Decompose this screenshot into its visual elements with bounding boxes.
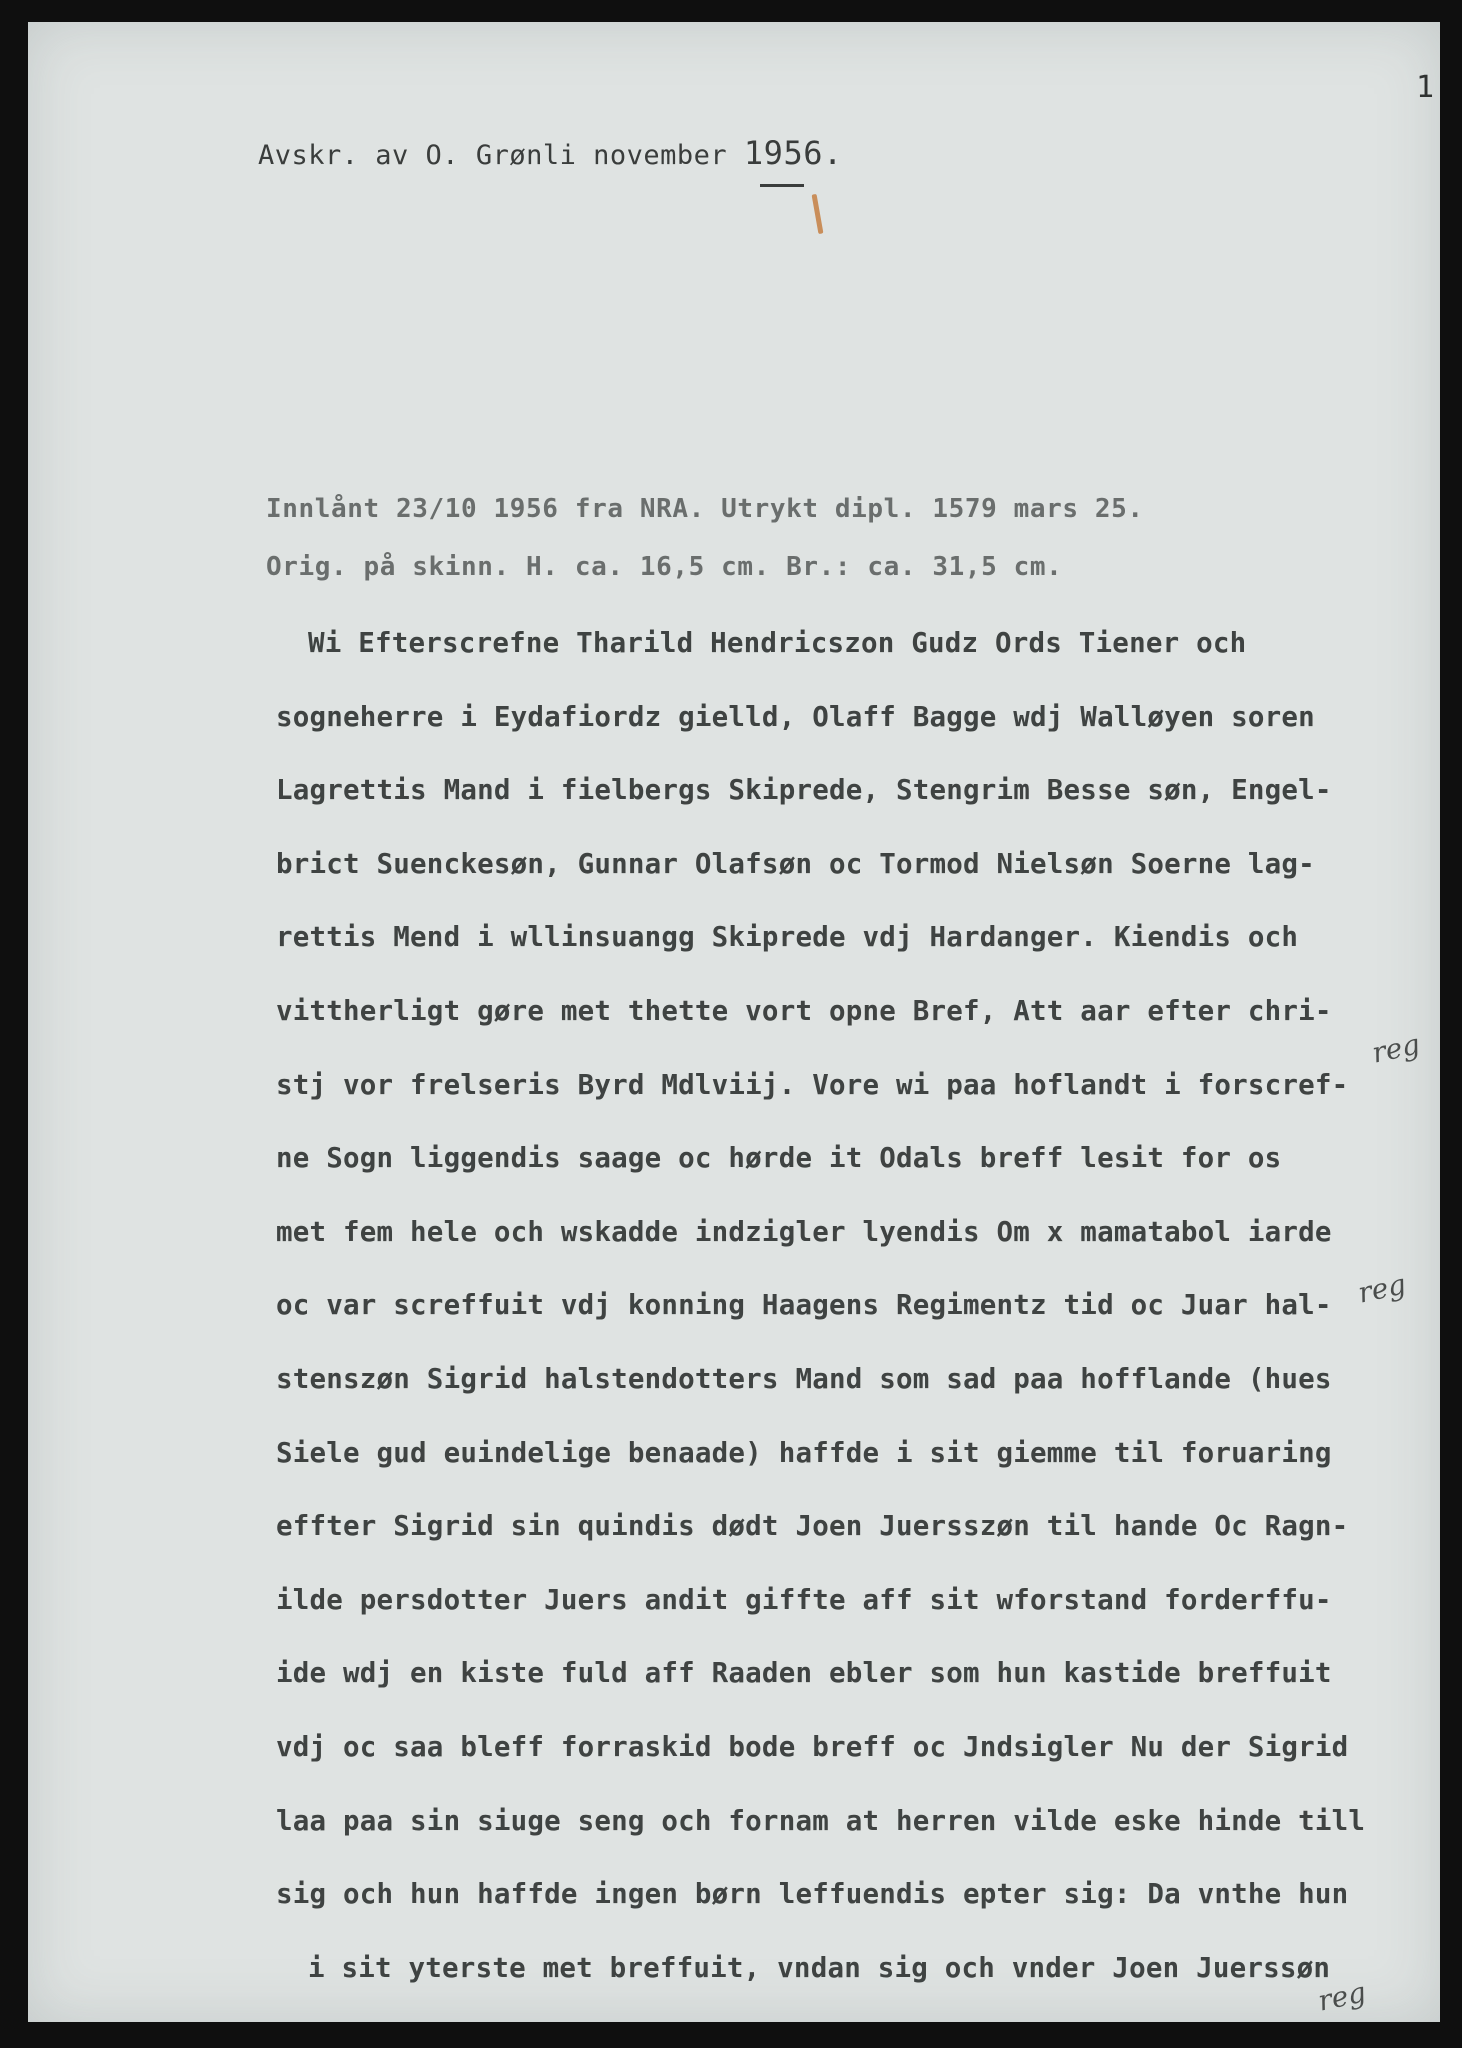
transcriber-note: [258, 134, 843, 172]
body-line: ide wdj en kiste fuld aff Raaden ebler som hun kastide breffuit: [276, 1657, 1332, 1690]
body-line: stenszøn Sigrid halstendotters Mand som sad paa hofflande (hues: [276, 1362, 1332, 1395]
body-line: rettis Mend i wllinsuangg Skiprede vdj Hardanger. Kiendis och: [276, 921, 1299, 954]
body-line: ilde persdotter Juers andit giffte aff sit wforstand forderffu-: [276, 1583, 1332, 1616]
margin-note-reg: reg: [1355, 1267, 1409, 1310]
paper-stain-mark: [812, 194, 824, 234]
document-page: [28, 22, 1440, 2022]
transcriber-note-text: Avskr. av O. Grønli november: [258, 140, 744, 171]
body-line: Wi Efterscrefne Tharild Hendricszon Gudz Ords Tiener och: [308, 627, 1247, 659]
body-line: laa paa sin siuge seng och fornam at herren vilde eske hinde till: [276, 1804, 1366, 1837]
body-line: stj vor frelseris Byrd Mdlviij. Vore wi paa hoflandt i forscref-: [276, 1068, 1349, 1101]
transcriber-note-year: 1956.: [743, 134, 843, 172]
body-line: vdj oc saa bleff forraskid bode breff oc Jndsigler Nu der Sigrid: [276, 1730, 1349, 1763]
page-number: 1: [1416, 70, 1435, 105]
body-line: effter Sigrid sin quindis dødt Joen Juersszøn til hande Oc Ragn-: [276, 1510, 1349, 1543]
body-line: sogneherre i Eydafiordz gielld, Olaff Bagge wdj Walløyen soren: [276, 700, 1315, 733]
body-line: ne Sogn liggendis saage oc hørde it Odals breff lesit for os: [276, 1142, 1282, 1175]
body-line: sig och hun haffde ingen børn leffuendis epter sig: Da vnthe hun: [276, 1878, 1349, 1911]
body-line: vittherligt gøre met thette vort opne Bref, Att aar efter chri-: [276, 994, 1332, 1027]
body-line: Siele gud euindelige benaade) haffde i sit giemme til foruaring: [276, 1436, 1332, 1469]
transcription-body: [276, 618, 1396, 2016]
body-line: i sit yterste met breffuit, vndan sig och vnder Joen Juerssøn: [308, 1951, 1331, 1984]
underline-mark: [760, 184, 804, 187]
source-info-line: Orig. på skinn. H. ca. 16,5 cm. Br.: ca. 31,5 cm.: [266, 552, 1063, 582]
source-info-line: Innlånt 23/10 1956 fra NRA. Utrykt dipl. 1579 mars 25.: [266, 494, 1144, 524]
body-line: oc var screffuit vdj konning Haagens Regimentz tid oc Juar hal-: [276, 1289, 1332, 1322]
body-line: brict Suenckesøn, Gunnar Olafsøn oc Tormod Nielsøn Soerne lag-: [276, 847, 1315, 880]
margin-note-reg: reg: [1315, 1975, 1369, 2018]
body-line: Lagrettis Mand i fielbergs Skiprede, Stengrim Besse søn, Engel-: [276, 774, 1332, 807]
body-line: met fem hele och wskadde indzigler lyendis Om x mamatabol iarde: [276, 1215, 1332, 1248]
margin-note-reg: reg: [1369, 1027, 1423, 1070]
